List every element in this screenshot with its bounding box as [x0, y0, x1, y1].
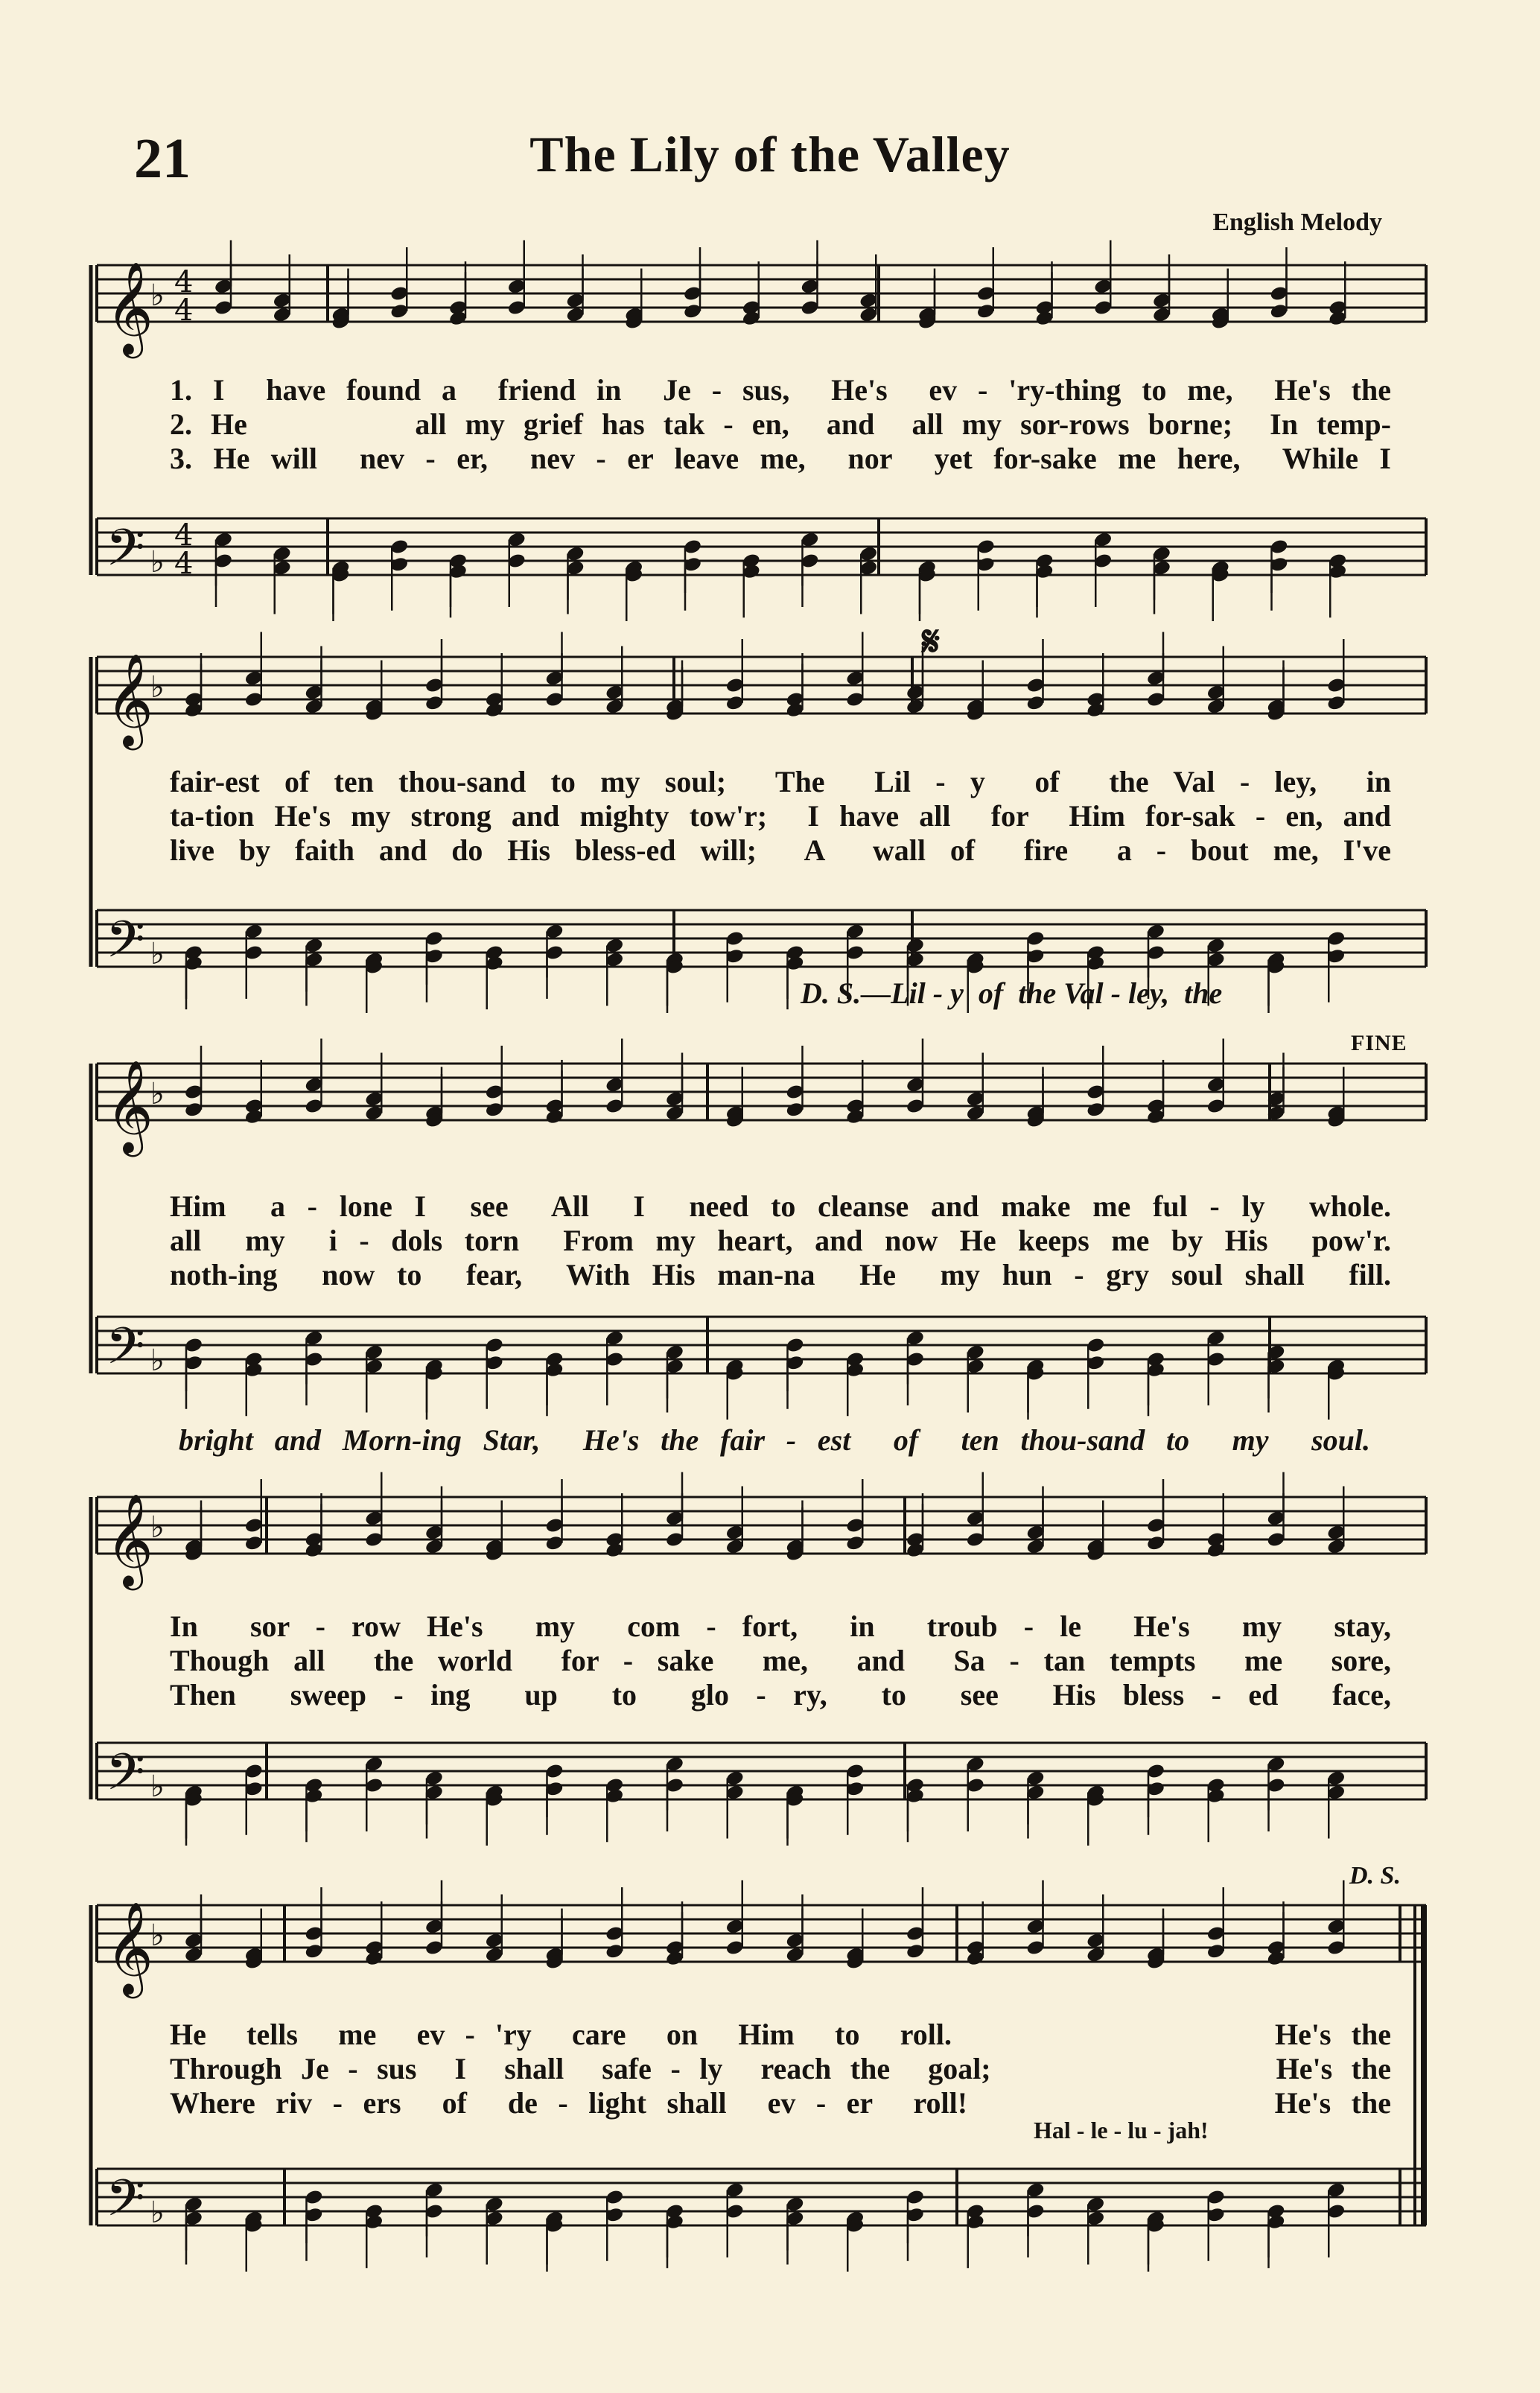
treble-clef-icon: 𝄞: [106, 1060, 153, 1153]
treble-clef-icon: 𝄞: [106, 1901, 153, 1995]
time-sig-top: 4: [174, 265, 194, 299]
treble-clef-icon: 𝄞: [106, 261, 153, 355]
bass-clef-icon: 𝄢: [106, 1744, 145, 1814]
lyric-verse-3-line-1: 3. He will nev - er, nev - er leave me, nor yet for-sake me here, While I: [170, 442, 1391, 475]
treble-clef-icon: 𝄞: [106, 1493, 153, 1586]
lyric-verse-1-line-4: In sor - row He's my com - fort, in troub - le He's my stay,: [170, 1609, 1391, 1643]
lyric-verse-3-line-3: noth-ing now to fear, With His man-na He my hun - gry soul shall fill.: [170, 1258, 1391, 1291]
time-sig-bottom: 4: [174, 547, 194, 581]
lyric-verse-2-line-5: Through Je - sus I shall safe - ly reach the goal; He's the: [170, 2052, 1391, 2085]
flat-icon: ♭: [150, 1770, 165, 1804]
hymn-title: The Lily of the Valley: [529, 126, 1011, 182]
ds-lyric-line-1: D. S.—Lil - y of the Val - ley, the: [801, 976, 1223, 1010]
flat-icon: ♭: [150, 670, 165, 705]
lyric-verse-2-line-3: all my i - dols torn From my heart, and now He keeps me by His pow'r.: [170, 1224, 1391, 1257]
flat-icon: ♭: [150, 279, 165, 313]
segno-icon: 𝄋: [922, 619, 941, 665]
flat-icon: ♭: [150, 1510, 165, 1545]
bass-clef-icon: 𝄢: [106, 519, 145, 590]
bass-clef-icon: 𝄢: [106, 1318, 145, 1388]
flat-icon: ♭: [150, 545, 165, 579]
lyric-verse-3-line-2: live by faith and do His bless-ed will; A wall of fire a - bout me, I've: [170, 833, 1391, 867]
lyric-verse-2-line-4: Though all the world for - sake me, and Sa - tan tempts me sore,: [170, 1644, 1391, 1677]
hallelujah-text: Hal - le - lu - jah!: [1034, 2117, 1209, 2143]
time-sig-bottom: 4: [174, 293, 194, 328]
treble-clef-icon: 𝄞: [106, 653, 153, 746]
flat-icon: ♭: [150, 1344, 165, 1378]
lyric-verse-1-line-1: 1. I have found a friend in Je - sus, He's ev - 'ry-thing to me, He's the: [170, 373, 1391, 407]
lyric-verse-1-line-5: He tells me ev - 'ry care on Him to roll. He's the: [170, 2018, 1391, 2051]
lyric-verse-3-line-4: Then sweep - ing up to glo - ry, to see His bless - ed face,: [170, 1678, 1391, 1712]
hymn-number: 21: [134, 127, 191, 190]
flat-icon: ♭: [150, 1077, 165, 1111]
bass-clef-icon: 𝄢: [106, 2170, 145, 2240]
ds-marker: D. S.: [1349, 1862, 1401, 1890]
time-sig-top: 4: [174, 518, 194, 553]
flat-icon: ♭: [150, 1919, 165, 1953]
lyric-verse-1-line-3: Him a - lone I see All I need to cleanse and make me ful - ly whole.: [170, 1189, 1391, 1223]
flat-icon: ♭: [150, 937, 165, 971]
lyric-verse-3-line-5: Where riv - ers of de - light shall ev - er roll! He's the: [170, 2086, 1391, 2120]
lyric-verse-2-line-2: ta-tion He's my strong and mighty tow'r; I have all for Him for-sak - en, and: [170, 799, 1391, 833]
fine-marker: FINE: [1351, 1031, 1407, 1055]
lyric-verse-2-line-1: 2. He all my grief has tak - en, and all my sor-rows borne; In temp-: [170, 407, 1391, 441]
bass-clef-icon: 𝄢: [106, 911, 145, 982]
lyric-verse-1-line-2: fair-est of ten thou-sand to my soul; The Lil - y of the Val - ley, in: [170, 765, 1391, 798]
composer-credit: English Melody: [1212, 209, 1382, 236]
ds-lyric-line-2: bright and Morn-ing Star, He's the fair - est of ten thou-sand to my soul.: [179, 1423, 1370, 1457]
flat-icon: ♭: [150, 2196, 165, 2230]
